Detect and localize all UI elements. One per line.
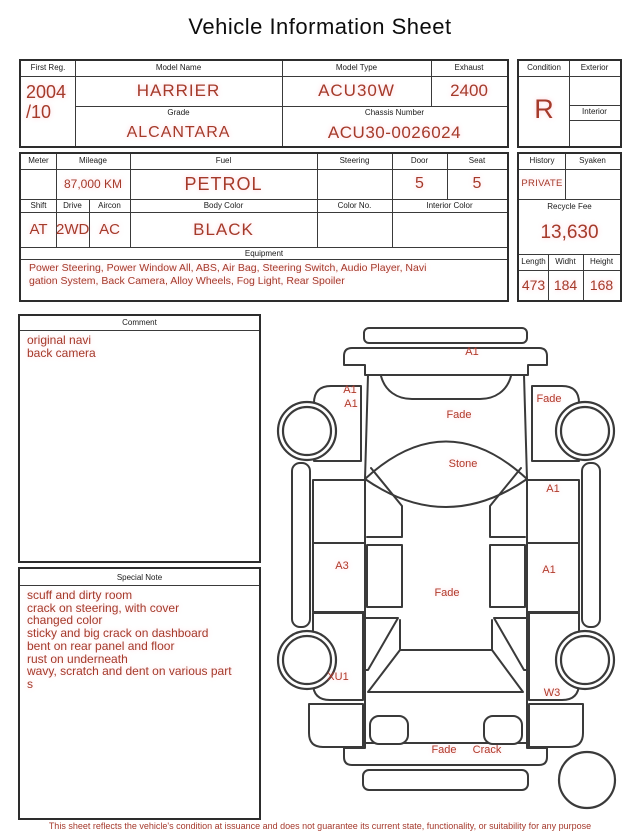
mileage-label: Mileage bbox=[78, 156, 107, 165]
text-line: back camera bbox=[27, 346, 96, 360]
car-top-view-diagram bbox=[270, 315, 640, 815]
damage-diagram bbox=[270, 315, 640, 815]
text-line: rust on underneath bbox=[27, 651, 128, 666]
length-label: Length bbox=[521, 257, 546, 266]
text-line: s bbox=[27, 676, 33, 691]
chassis-number-label: Chassis Number bbox=[364, 108, 425, 117]
divider bbox=[21, 247, 507, 248]
history-fee-table bbox=[517, 152, 622, 302]
syaken-label: Syaken bbox=[579, 156, 606, 165]
text-line: original navi bbox=[27, 333, 92, 347]
first-reg-month: /10 bbox=[26, 102, 52, 122]
grade-value: ALCANTARA bbox=[126, 124, 231, 141]
model-type-value: ACU30W bbox=[318, 81, 395, 100]
windshield bbox=[365, 442, 527, 508]
model-name-value: HARRIER bbox=[136, 81, 221, 100]
grade-label: Grade bbox=[167, 108, 190, 117]
interior-label: Interior bbox=[582, 107, 607, 116]
color-no-label: Color No. bbox=[337, 201, 372, 210]
damage-code-label: A1 bbox=[344, 398, 358, 410]
divider bbox=[519, 199, 620, 200]
model-type-label: Model Type bbox=[335, 63, 378, 72]
exterior-value bbox=[569, 76, 620, 105]
chassis-number-value: ACU30-0026024 bbox=[327, 123, 462, 142]
comment-box bbox=[18, 314, 261, 563]
damage-code-label: Fade bbox=[431, 744, 457, 756]
damage-code-label: A1 bbox=[465, 346, 479, 358]
condition-value: R bbox=[534, 94, 554, 124]
special-note-text bbox=[27, 589, 255, 691]
height-label: Height bbox=[589, 257, 614, 266]
spare-wheel bbox=[559, 752, 615, 808]
drive-value: 2WD bbox=[56, 221, 90, 238]
equipment-text bbox=[29, 262, 501, 288]
mileage-value: 87,000 KM bbox=[63, 177, 123, 191]
height-value: 168 bbox=[589, 277, 614, 293]
width-label: Widht bbox=[555, 257, 576, 266]
body-color-value: BLACK bbox=[193, 220, 254, 239]
divider bbox=[75, 106, 507, 107]
length-value: 473 bbox=[521, 277, 546, 293]
damage-code-label: A1 bbox=[546, 483, 560, 495]
recycle-fee-label: Recycle Fee bbox=[547, 202, 592, 211]
shift-label: Shift bbox=[30, 201, 47, 210]
equipment-label: Equipment bbox=[244, 249, 284, 258]
interior-color-value bbox=[392, 212, 507, 247]
interior-value bbox=[569, 120, 620, 146]
text-line: wavy, scratch and dent on various part bbox=[27, 664, 232, 679]
text-line: sticky and big crack on dashboard bbox=[27, 626, 209, 641]
color-no-value bbox=[317, 212, 392, 247]
divider bbox=[519, 254, 620, 255]
fuel-value: PETROL bbox=[184, 174, 263, 194]
text-line: changed color bbox=[27, 613, 103, 628]
exhaust-label: Exhaust bbox=[454, 63, 484, 72]
first-reg-label: First Reg. bbox=[30, 63, 66, 72]
comment-text bbox=[27, 334, 255, 360]
condition-label: Condition bbox=[527, 63, 561, 72]
meter-label: Meter bbox=[28, 156, 49, 165]
text-line: scuff and dirty room bbox=[27, 588, 133, 602]
rear-window bbox=[368, 650, 523, 744]
door-label: Door bbox=[410, 156, 429, 165]
text-line: crack on steering, with cover bbox=[27, 600, 180, 615]
model-name-label: Model Name bbox=[155, 63, 202, 72]
fuel-label: Fuel bbox=[215, 156, 232, 165]
disclaimer-text: This sheet reflects the vehicle's condition at issuance and does not guarantee its current state, functionality, or suitability for any purpose bbox=[48, 821, 592, 831]
divider bbox=[20, 330, 259, 331]
first-reg-value bbox=[21, 82, 80, 122]
width-value: 184 bbox=[553, 277, 578, 293]
damage-code-label: Crack bbox=[472, 744, 502, 756]
front-bumper bbox=[344, 328, 547, 375]
damage-code-label: Stone bbox=[448, 458, 478, 470]
damage-code-label: A3 bbox=[335, 560, 349, 572]
first-reg-year: 2004 bbox=[26, 82, 67, 102]
special-note-label: Special Note bbox=[116, 573, 163, 582]
registration-table bbox=[19, 59, 509, 148]
seat-label: Seat bbox=[468, 156, 486, 165]
damage-code-label: XU1 bbox=[327, 671, 349, 683]
damage-code-label: Fade bbox=[446, 409, 472, 421]
syaken-value bbox=[565, 169, 620, 199]
damage-code-label: Fade bbox=[434, 587, 460, 599]
shift-value: AT bbox=[29, 221, 48, 238]
text-line: gation System, Back Camera, Alloy Wheels, Fog Light, Rear Spoiler bbox=[29, 275, 345, 287]
recycle-fee-value: 13,630 bbox=[540, 222, 599, 243]
comment-label: Comment bbox=[122, 318, 157, 327]
aircon-label: Aircon bbox=[98, 201, 121, 210]
divider bbox=[21, 199, 507, 200]
seat-value: 5 bbox=[472, 175, 482, 192]
divider bbox=[21, 259, 507, 260]
steering-label: Steering bbox=[339, 156, 370, 165]
damage-code-label: W3 bbox=[543, 687, 561, 699]
interior-color-label: Interior Color bbox=[426, 201, 473, 210]
drive-label: Drive bbox=[63, 201, 82, 210]
aircon-value: AC bbox=[99, 221, 120, 238]
door-value: 5 bbox=[415, 175, 424, 192]
page-title: Vehicle Information Sheet bbox=[188, 14, 452, 39]
exhaust-value: 2400 bbox=[450, 81, 488, 100]
history-value: PRIVATE bbox=[521, 178, 563, 189]
meter-value bbox=[21, 169, 56, 199]
divider bbox=[569, 105, 620, 106]
condition-table bbox=[517, 59, 622, 148]
specs-table bbox=[19, 152, 509, 302]
damage-code-label: A1 bbox=[542, 564, 556, 576]
exterior-label: Exterior bbox=[580, 63, 609, 72]
history-label: History bbox=[529, 156, 555, 165]
divider bbox=[20, 585, 259, 586]
damage-code-label: A1 bbox=[343, 384, 357, 396]
text-line: Power Steering, Power Window All, ABS, Air Bag, Steering Switch, Audio Player, Navi bbox=[29, 262, 427, 274]
text-line: bent on rear panel and floor bbox=[27, 638, 175, 653]
damage-code-label: Fade bbox=[536, 393, 562, 405]
steering-value bbox=[317, 169, 392, 199]
special-note-box bbox=[18, 567, 261, 820]
body-color-label: Body Color bbox=[203, 201, 244, 210]
